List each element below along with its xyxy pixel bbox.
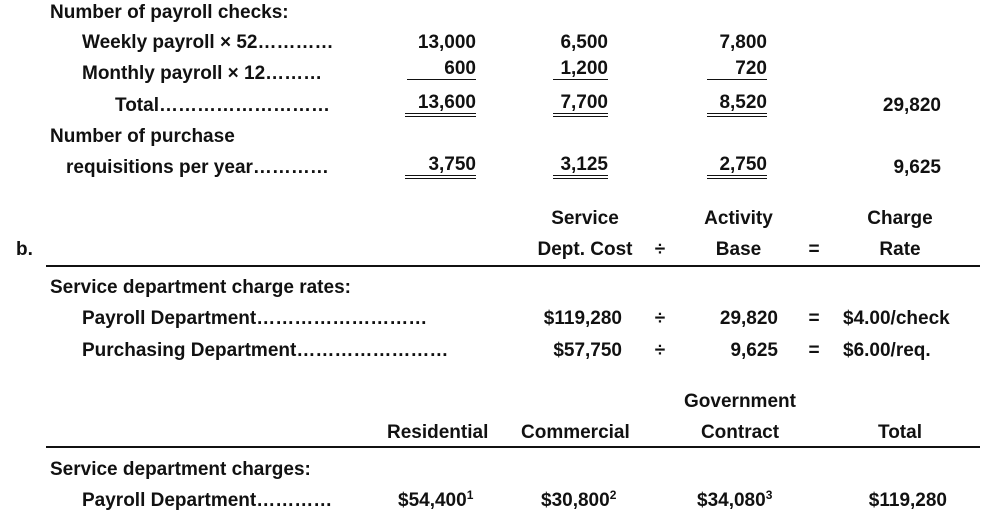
header-activity: Activity: [704, 208, 773, 229]
charges-payroll-total: $119,280: [868, 490, 947, 511]
rate-payroll-rate: $4.00/check: [843, 308, 950, 329]
total-checks-residential: 13,600: [405, 93, 476, 117]
header-contract: Contract: [700, 422, 780, 443]
monthly-commercial: 1,200: [553, 59, 608, 80]
requisitions-commercial: 3,125: [553, 155, 608, 179]
header-government: Government: [684, 391, 796, 412]
requisitions-residential: 3,750: [405, 155, 476, 179]
header-rate: Rate: [879, 239, 921, 260]
rate-purchasing-rate: $6.00/req.: [843, 340, 931, 361]
rate-payroll-base: 29,820: [719, 308, 778, 329]
header-equals: =: [808, 239, 820, 260]
payroll-checks-heading: Number of payroll checks:: [50, 2, 289, 23]
requisitions-total: 9,625: [893, 157, 941, 178]
rate-payroll-divide: ÷: [654, 308, 666, 329]
weekly-residential: 13,000: [417, 32, 476, 53]
rate-payroll-equals: =: [808, 308, 820, 329]
rate-purchasing-cost: $57,750: [553, 340, 622, 361]
rate-purchasing-equals: =: [808, 340, 820, 361]
total-checks-commercial: 7,700: [553, 93, 608, 117]
charges-heading: Service department charges:: [50, 459, 311, 480]
rate-purchasing-divide: ÷: [654, 340, 666, 361]
rate-payroll-label: Payroll Department………………………: [82, 308, 428, 329]
rates-heading: Service department charge rates:: [50, 277, 351, 298]
rate-purchasing-base: 9,625: [730, 340, 778, 361]
requisitions-government: 2,750: [707, 155, 767, 179]
charges-payroll-commercial: [541, 488, 617, 511]
charges-header-rule: [46, 446, 980, 448]
weekly-commercial: 6,500: [560, 32, 608, 53]
total-checks-all: 29,820: [882, 95, 941, 116]
charges-payroll-commercial-value: $30,800: [541, 490, 610, 511]
footnote-3: 3: [765, 488, 773, 502]
purchase-heading: Number of purchase: [50, 126, 235, 147]
charges-payroll-residential-value: $54,400: [398, 490, 467, 511]
header-charge: Charge: [867, 208, 933, 229]
header-dept-cost: Dept. Cost: [537, 239, 633, 260]
header-commercial: Commercial: [521, 422, 630, 443]
charges-payroll-residential: [398, 488, 474, 511]
monthly-payroll-label: Monthly payroll × 12………: [82, 63, 323, 84]
header-divide: ÷: [654, 239, 666, 260]
monthly-residential: 600: [407, 59, 476, 80]
rate-purchasing-label: Purchasing Department……………………: [82, 340, 449, 361]
charges-payroll-government-value: $34,080: [697, 490, 766, 511]
header-total: Total: [878, 422, 922, 443]
weekly-payroll-label: Weekly payroll × 52…………: [82, 32, 334, 53]
monthly-government: 720: [707, 59, 767, 80]
weekly-government: 7,800: [719, 32, 767, 53]
rate-payroll-cost: $119,280: [543, 308, 622, 329]
header-service: Service: [551, 208, 619, 229]
header-base: Base: [715, 239, 762, 260]
footnote-1: 1: [466, 488, 474, 502]
charges-payroll-government: [697, 488, 773, 511]
total-checks-label: Total………………………: [115, 95, 330, 116]
total-checks-government: 8,520: [707, 93, 767, 117]
footnote-2: 2: [609, 488, 617, 502]
requisitions-label: requisitions per year…………: [66, 157, 329, 178]
header-residential: Residential: [387, 422, 489, 443]
charges-payroll-label: Payroll Department…………: [82, 490, 333, 511]
part-b-letter: b.: [16, 239, 33, 260]
part-b-header-rule: [46, 265, 980, 267]
